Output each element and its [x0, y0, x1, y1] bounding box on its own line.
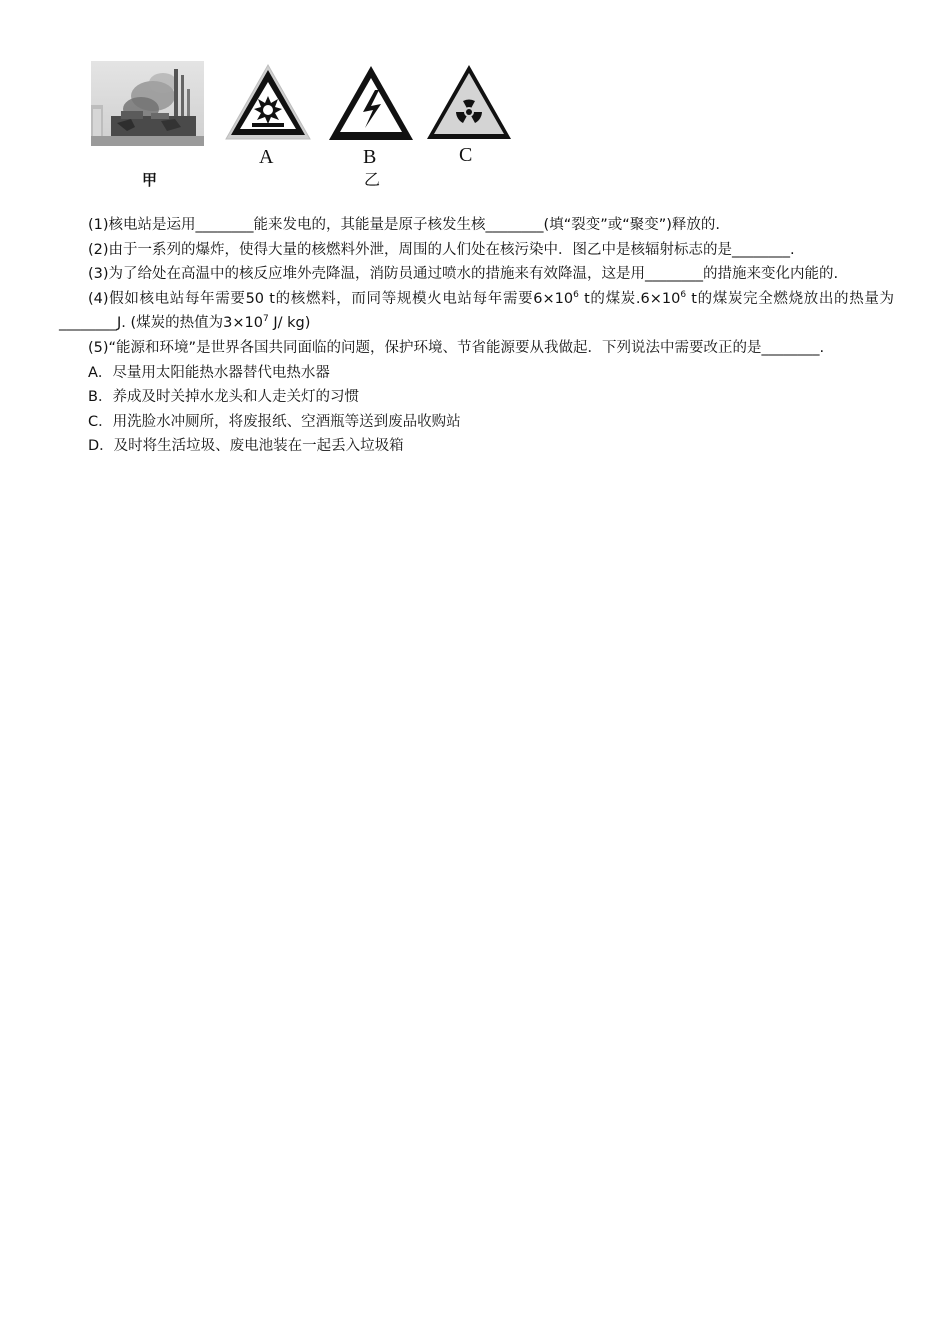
- exponent-1: 6: [573, 289, 579, 300]
- question-4-part-3: t的煤炭完全燃烧放出的热量为________J. (煤炭的热值为3×10: [59, 290, 894, 332]
- figure-area: [0, 0, 950, 200]
- explosion-hazard-icon: [224, 62, 312, 142]
- option-a: A．尽量用太阳能热水器替代电热水器: [88, 364, 330, 381]
- electric-shock-hazard-icon: [327, 62, 415, 142]
- question-4-part-4: J/ kg): [268, 315, 311, 332]
- signs-caption: 乙: [364, 170, 381, 189]
- photo-caption: 甲: [142, 171, 158, 189]
- question-3: (3)为了给处在高温中的核反应堆外壳降温，消防员通过喷水的措施来有效降温，这是用________的措施来变化内能的.: [88, 266, 839, 283]
- sign-label-a: A: [259, 146, 274, 168]
- question-5: (5)“能源和环境”是世界各国共同面临的问题，保护环境、节省能源要从我做起．下列说法中需要改正的是________.: [88, 339, 825, 356]
- question-4: [59, 287, 894, 336]
- question-2: (2)由于一系列的爆炸，使得大量的核燃料外泄，周围的人们处在核污染中．图乙中是核辐射标志的是________.: [88, 241, 795, 258]
- question-body: [59, 213, 894, 459]
- question-4-part-1: (4)假如核电站每年需要50 t的核燃料，而同等规模火电站每年需要6×10: [88, 290, 574, 307]
- question-4-part-2: t的煤炭.6×10: [578, 290, 681, 307]
- sign-label-c: C: [459, 144, 473, 166]
- nuclear-plant-photo: [91, 61, 204, 146]
- question-1: (1)核电站是运用________能来发电的，其能量是原子核发生核________(填“裂变”或“聚变”)释放的.: [88, 217, 721, 233]
- radiation-hazard-icon: [425, 62, 513, 142]
- option-d: D．及时将生活垃圾、废电池装在一起丢入垃圾箱: [88, 438, 404, 455]
- exponent-2: 6: [680, 289, 687, 300]
- sign-label-b: B: [363, 146, 377, 168]
- option-b: B．养成及时关掉水龙头和人走关灯的习惯: [88, 389, 359, 406]
- option-c: C．用洗脸水冲厕所，将废报纸、空酒瓶等送到废品收购站: [88, 413, 461, 430]
- exponent-3: 7: [262, 314, 269, 325]
